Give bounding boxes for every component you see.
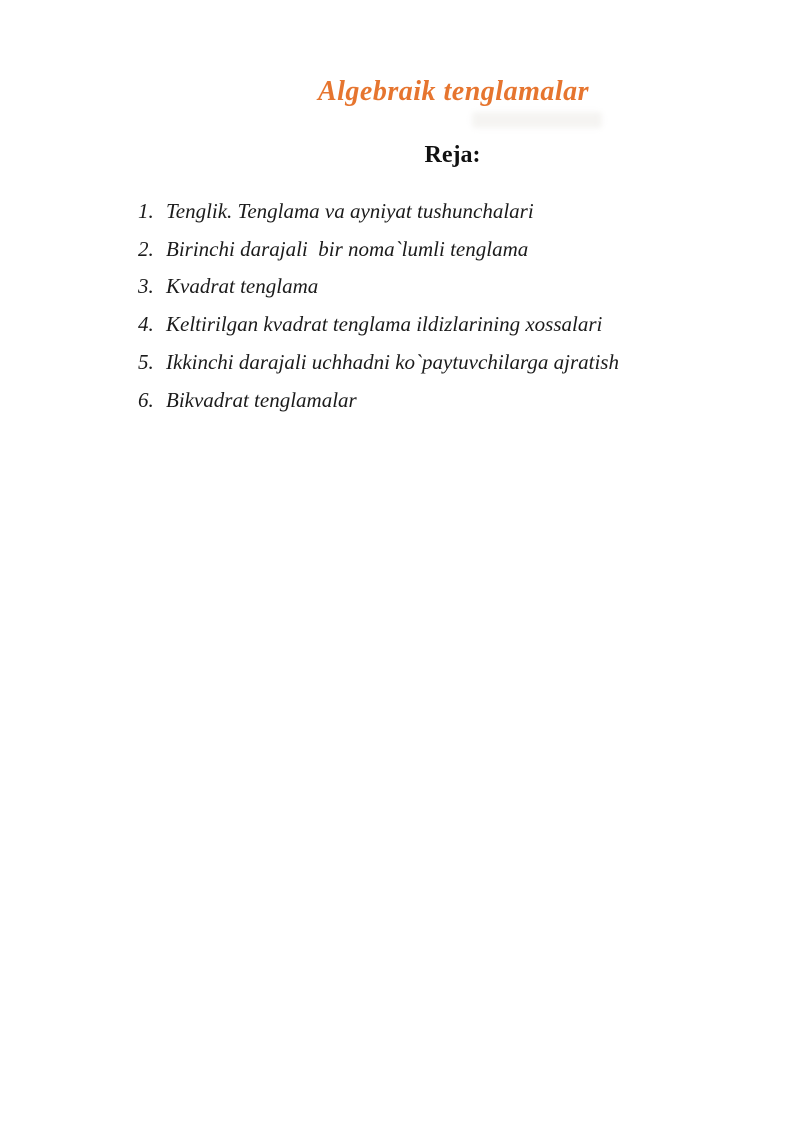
list-item [138, 382, 619, 420]
list-item-text: Tenglik. Tenglama va ayniyat tushunchalari [166, 199, 534, 223]
list-item-text: Kvadrat tenglama [166, 274, 319, 299]
list-item-number: 4. [138, 312, 154, 337]
list-item-number: 6. [138, 387, 154, 412]
section-heading: Reja: [424, 142, 481, 168]
list-item [138, 306, 619, 344]
plan-list [138, 193, 619, 419]
document-title: Algebraik tenglamalar [317, 76, 590, 107]
list-item [138, 193, 619, 231]
list-item-text: Birinchi darajali bir noma`lumli tenglama [166, 236, 529, 261]
list-item-number: 1. [138, 199, 154, 223]
list-item [138, 268, 619, 306]
list-item [138, 344, 619, 382]
list-item [138, 231, 619, 269]
list-item-number: 3. [138, 274, 154, 299]
list-item-number: 2. [138, 236, 154, 261]
list-item-text: Bikvadrat tenglamalar [166, 387, 357, 412]
list-item-number: 5. [138, 349, 154, 374]
faded-text-artifact [472, 112, 602, 128]
list-item-text: Keltirilgan kvadrat tenglama ildizlarining xossalari [166, 312, 603, 337]
list-item-text: Ikkinchi darajali uchhadni ko`paytuvchilarga ajratish [166, 349, 619, 374]
